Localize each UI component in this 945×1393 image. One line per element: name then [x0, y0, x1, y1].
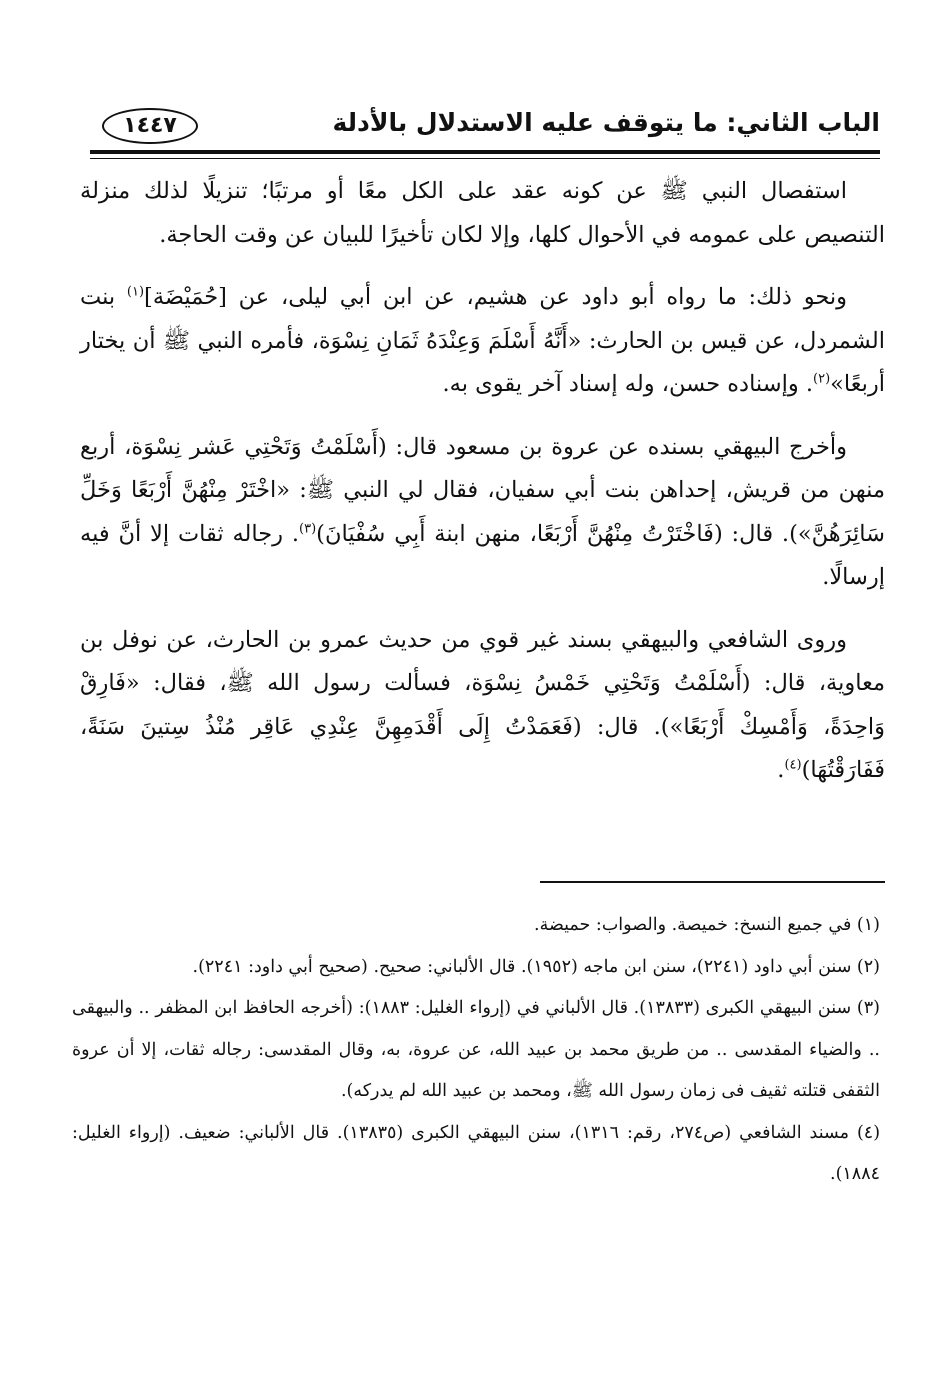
- paragraph-text: استفصال النبي ﷺ عن كونه عقد على الكل معًا أو مرتبًا؛ تنزيلًا لذلك منزلة التنصيص على عمومه في الأحوال كلها، وإلا لكان تأخيرًا للبيان عن وقت الحاجة.: [80, 178, 885, 248]
- chapter-title: الباب الثاني: ما يتوقف عليه الاستدلال بالأدلة: [332, 108, 880, 137]
- footnote-ref[interactable]: (٢): [813, 371, 831, 387]
- footnote-2: (٢) سنن أبي داود (٢٢٤١)، سنن ابن ماجه (١٩٥٢). قال الألباني: صحيح. (صحيح أبي داود: ٢٢٤١).: [192, 956, 880, 977]
- paragraph-2: [80, 276, 885, 407]
- paragraph-text: . وإسناده حسن، وله إسناد آخر يقوى به.: [442, 371, 813, 397]
- footnote-ref[interactable]: (١): [126, 284, 145, 300]
- paragraph-4: [80, 619, 885, 793]
- paragraph-text: ونحو ذلك: ما رواه أبو داود عن هشيم، عن ابن أبي ليلى، عن [حُمَيْضَة]: [144, 284, 847, 310]
- footnote-ref[interactable]: (٣): [299, 521, 317, 536]
- footnote-1: (١) في جميع النسخ: خميصة. والصواب: حميضة.: [534, 915, 880, 935]
- footnote-separator: [540, 881, 885, 883]
- paragraph-3: [80, 426, 885, 600]
- running-header: [80, 102, 880, 150]
- footnote-4: (٤) مسند الشافعي (ص٢٧٤، رقم: ١٣١٦)، سنن البيهقي الكبرى (١٣٨٣٥). قال الألباني: ضعيف. (إرواء الغليل: ١٨٨٤).: [72, 1122, 881, 1184]
- paragraph-text: . رجاله ثقات إلا أنَّ فيه إرسالًا.: [80, 520, 885, 590]
- paragraph-text: .: [777, 757, 785, 783]
- paragraph-text: وأخرج البيهقي بسنده عن عروة بن مسعود قال: (أَسْلَمْتُ وَتَحْتِي عَشر نِسْوَة، أربع منهن من قريش، إحداهن بنت أبي سفيان، فقال لي النبي ﷺ: «اخْتَرْ مِنْهُنَّ أَرْبَعًا وَخَلِّ سَائِرَهُنَّ»). قال: (فَاخْتَرْتُ مِنْهُنَّ أَرْبَعًا، منهن ابنة أَبِي سُفْيَانَ): [80, 433, 886, 547]
- header-rule-thick: [90, 150, 880, 154]
- paragraph-1: [80, 170, 885, 257]
- paragraph-text: بنت الشمردل، عن قيس بن الحارث: «أَنَّهُ أَسْلَمَ وَعِنْدَهُ ثَمَانِ نِسْوَة، فأمره النبي ﷺ أن يختار أربعًا»: [80, 284, 885, 397]
- header-rule-thin: [90, 158, 880, 159]
- footnote-3: (٣) سنن البيهقي الكبرى (١٣٨٣٣). قال الألباني في (إرواء الغليل: ١٨٨٣): (أخرجه الحافظ ابن المظفر .. والبيهقى .. والضياء المقدسى .. من طريق محمد بن عبيد الله، عن عروة، به، وقال المقدسى: رجاله ثقات، إلا أن عروة الثقفى قتلته ثقيف فى زمان رسول الله ﷺ، ومحمد بن عبيد الله لم يدركه).: [72, 998, 880, 1101]
- page-number-badge: ١٤٤٧: [102, 108, 198, 144]
- paragraph-text: وروى الشافعي والبيهقي بسند غير قوي من حديث عمرو بن الحارث، عن نوفل بن معاوية، قال: (أَسْلَمْتُ وَتَحْتِي خَمْسُ نِسْوَة، فسألت رسول الله ﷺ، فقال: «فَارِقْ وَاحِدَةً، وَأَمْسِكْ أَرْبَعًا»). قال: (فَعَمَدْتُ إِلَى أَقْدَمِهِنَّ عِنْدِي عَاقِر مُنْذُ سِتينَ سَنَةً، فَفَارَقْتُهَا): [80, 626, 885, 783]
- footnote-ref[interactable]: (٤): [784, 757, 802, 773]
- footnotes: [72, 905, 880, 1196]
- main-text: [80, 170, 885, 812]
